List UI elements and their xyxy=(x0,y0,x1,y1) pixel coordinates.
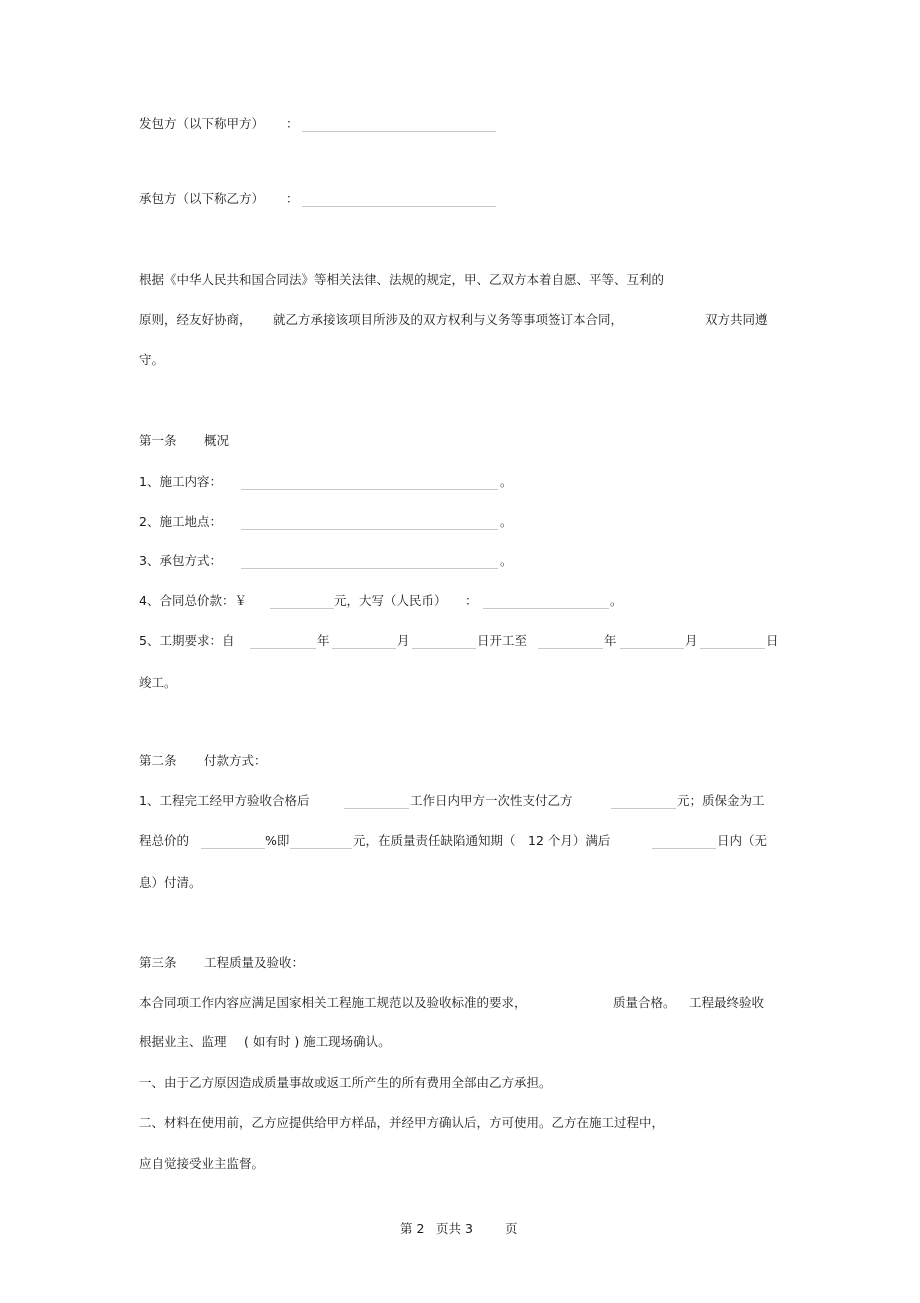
start-month-label: 月 xyxy=(397,633,410,648)
article3-title: 工程质量及验收： xyxy=(204,955,305,970)
employer-colon: ： xyxy=(286,116,299,131)
employer-label: 发包方（以下称甲方） xyxy=(139,116,265,131)
item4-capital-label: 元，大写（人民币） xyxy=(334,593,447,608)
contractor-colon: ： xyxy=(286,191,299,206)
preamble-text-3: 守。 xyxy=(139,352,165,367)
article3-text-1c: 工程最终验收 xyxy=(689,995,765,1010)
item4-period: 。 xyxy=(610,593,623,608)
preamble-text-2c: 双方共同遵 xyxy=(705,312,768,327)
item4-colon: ： xyxy=(465,593,478,608)
preamble-text-2a: 原则，经友好协商， xyxy=(139,312,252,327)
total-price-capital-blank[interactable] xyxy=(483,608,609,609)
contractor-label: 承包方（以下称乙方） xyxy=(139,191,265,206)
article2-text-2a: 程总价的 xyxy=(139,833,190,848)
article2-text-2e: 日内（无 xyxy=(717,833,768,848)
article2-text-1b: 工作日内甲方一次性支付乙方 xyxy=(410,793,573,808)
item3-period: 。 xyxy=(500,553,513,568)
retention-percent-blank[interactable] xyxy=(201,848,265,849)
workdays-blank[interactable] xyxy=(344,808,409,809)
article3-number: 第三条 xyxy=(139,955,177,970)
preamble-text-2b: 就乙方承接该项目所涉及的双方权利与义务等事项签订本合同， xyxy=(273,312,624,327)
article2-text-1c: 元；质保金为工 xyxy=(677,793,765,808)
item4-label: 4、合同总价款：￥ xyxy=(139,593,247,608)
start-month-blank[interactable] xyxy=(332,648,396,649)
article2-text-3: 息）付清。 xyxy=(139,875,202,890)
article2-number: 第二条 xyxy=(139,753,177,768)
total-price-blank[interactable] xyxy=(270,608,334,609)
retention-amount-blank[interactable] xyxy=(290,848,352,849)
start-year-blank[interactable] xyxy=(250,648,316,649)
preamble-text-1: 根据《中华人民共和国合同法》等相关法律、法规的规定，甲、乙双方本着自愿、平等、互利的 xyxy=(139,272,665,287)
item5-end-text: 竣工。 xyxy=(139,675,177,690)
article2-text-2b: %即 xyxy=(265,833,290,848)
item3-label: 3、承包方式： xyxy=(139,553,222,568)
start-day-label: 日开工至 xyxy=(477,633,528,648)
start-day-blank[interactable] xyxy=(412,648,476,649)
article1-number: 第一条 xyxy=(139,433,177,448)
item2-label: 2、施工地点： xyxy=(139,514,222,529)
contractor-blank[interactable] xyxy=(302,206,496,207)
article2-title: 付款方式： xyxy=(204,753,267,768)
end-day-label: 日 xyxy=(766,633,779,648)
article3-text-3: 一、由于乙方原因造成质量事故或返工所产生的所有费用全部由乙方承担。 xyxy=(139,1075,552,1090)
article2-text-1a: 1、工程完工经甲方验收合格后 xyxy=(139,793,310,808)
article2-text-2d: 12 个月）满后 xyxy=(528,833,611,848)
start-year-label: 年 xyxy=(317,633,330,648)
article2-text-2c: 元，在质量责任缺陷通知期（ xyxy=(353,833,516,848)
payment-amount-blank[interactable] xyxy=(611,808,676,809)
end-month-blank[interactable] xyxy=(620,648,684,649)
end-month-label: 月 xyxy=(685,633,698,648)
footer-page-total: 页共 3 xyxy=(436,1221,473,1236)
article3-text-4: 二、材料在使用前，乙方应提供给甲方样品，并经甲方确认后，方可使用。乙方在施工过程中， xyxy=(139,1115,665,1130)
article3-text-5: 应自觉接受业主监督。 xyxy=(139,1156,265,1171)
article1-title: 概况 xyxy=(204,433,230,448)
footer-page-suffix: 页 xyxy=(505,1221,518,1236)
end-year-label: 年 xyxy=(604,633,617,648)
article3-text-2b: ( 如有时 ) 施工现场确认。 xyxy=(244,1034,391,1049)
item2-period: 。 xyxy=(500,514,513,529)
item1-period: 。 xyxy=(500,474,513,489)
article3-text-1b: 质量合格。 xyxy=(613,995,676,1010)
footer-page-current: 第 2 xyxy=(400,1221,425,1236)
end-day-blank[interactable] xyxy=(700,648,765,649)
article3-text-2a: 根据业主、监理 xyxy=(139,1034,227,1049)
item5-label: 5、工期要求：自 xyxy=(139,633,235,648)
settlement-days-blank[interactable] xyxy=(652,848,716,849)
end-year-blank[interactable] xyxy=(538,648,603,649)
contract-method-blank[interactable] xyxy=(241,568,498,569)
construction-content-blank[interactable] xyxy=(241,489,498,490)
article3-text-1a: 本合同项工作内容应满足国家相关工程施工规范以及验收标准的要求， xyxy=(139,995,527,1010)
employer-blank[interactable] xyxy=(302,131,496,132)
construction-site-blank[interactable] xyxy=(241,529,498,530)
item1-label: 1、施工内容： xyxy=(139,474,222,489)
